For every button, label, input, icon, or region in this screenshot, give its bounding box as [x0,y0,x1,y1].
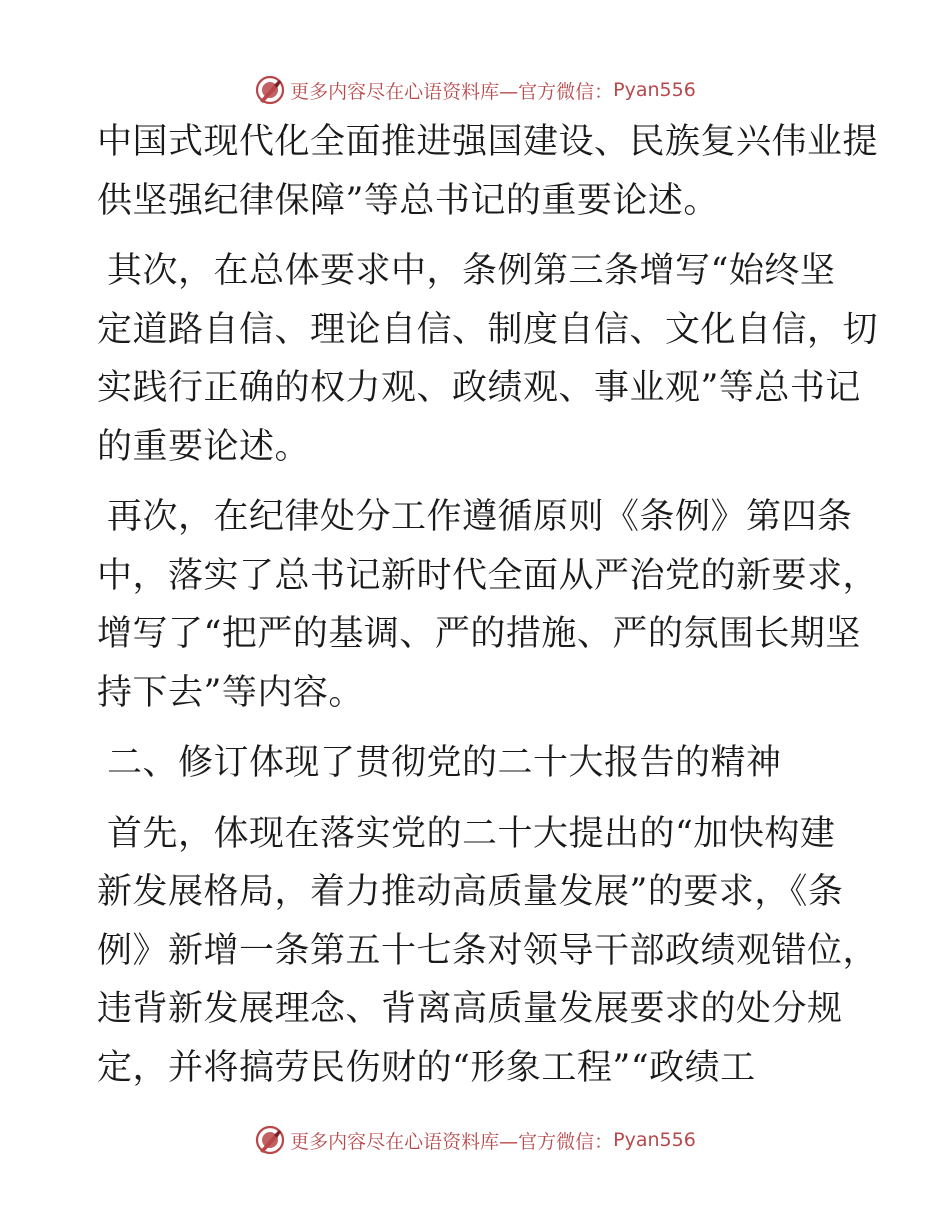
banner-text: 更多内容尽在心语资料库—官方微信： [290,80,614,103]
text-line: 供坚强纪律保障”等总书记的重要论述。 [97,180,719,221]
text-line: 再次，在纪律处分工作遵循原则《条例》第四条 [107,497,853,537]
footer-watermark-banner [0,1120,950,1160]
document-body [97,113,879,1109]
text-line: 增写了“把严的基调、严的措施、严的氛围长期坚 [97,614,861,654]
banner-wechat-id: Pyan556 [613,1129,696,1151]
text-line: 违背新发展理念、背离高质量发展要求的处分规 [97,989,843,1029]
text-line: 首先，体现在落实党的二十大提出的“加快构建 [107,813,836,854]
text-line: 的重要论述。 [97,426,311,467]
text-line: 中国式现代化全面推进强国建设、民族复兴伟业提 [97,122,879,162]
paragraph-1 [97,113,879,230]
paragraph-2 [97,242,879,476]
paragraph-3 [97,488,879,722]
text-line: 定，并将搞劳民伤财的“形象工程”“政绩工 [97,1047,756,1088]
text-line: 定道路自信、理论自信、制度自信、文化自信，切 [97,309,879,350]
paragraph-5 [97,805,879,1098]
banner-text: 更多内容尽在心语资料库—官方微信： [290,1130,614,1153]
pen-seal-logo-icon [254,1124,286,1156]
text-line: 中，落实了总书记新时代全面从严治党的新要求， [97,555,879,596]
text-line: 实践行正确的权力观、政绩观、事业观”等总书记 [97,368,861,408]
text-line: 二、修订体现了贯彻党的二十大报告的精神 [107,743,782,783]
text-line: 例》新增一条第五十七条对领导干部政绩观错位， [97,930,879,971]
section-heading [97,734,853,793]
text-line: 其次，在总体要求中，条例第三条增写“始终坚 [107,251,836,291]
pen-seal-logo-icon [254,74,286,106]
text-line: 持下去”等内容。 [97,672,364,713]
header-watermark-banner [0,70,950,110]
text-line: 新发展格局，着力推动高质量发展”的要求，《条 [97,872,844,912]
banner-wechat-id: Pyan556 [613,79,696,101]
